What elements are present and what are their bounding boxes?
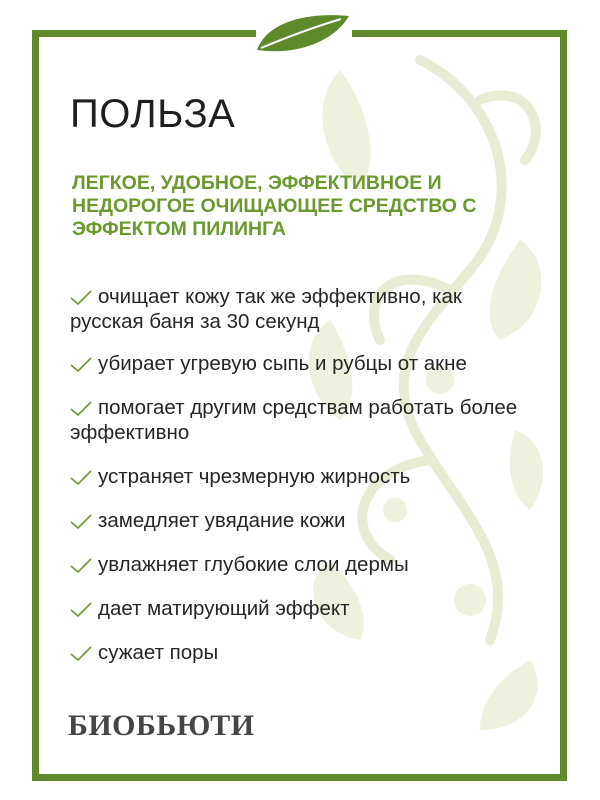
check-icon: [70, 602, 92, 618]
check-icon: [70, 646, 92, 662]
check-icon: [70, 401, 92, 417]
benefit-text: устраняет чрезмерную жирность: [98, 465, 411, 488]
page-title: ПОЛЬЗА: [70, 92, 236, 136]
list-item: [70, 395, 540, 445]
benefit-text: очищает кожу так же эффективно, как русская баня за 30 секунд: [70, 285, 462, 333]
list-item: [70, 351, 540, 376]
benefit-text: убирает угревую сыпь и рубцы от акне: [98, 352, 467, 375]
list-item: [70, 508, 540, 533]
subtitle: ЛЕГКОЕ, УДОБНОЕ, ЭФФЕКТИВНОЕ И НЕДОРОГОЕ ОЧИЩАЮЩЕЕ СРЕДСТВО С ЭФФЕКТОМ ПИЛИНГА: [72, 172, 477, 240]
list-item: [70, 552, 540, 577]
check-icon: [70, 290, 92, 306]
benefits-list: [70, 284, 540, 665]
benefit-text: замедляет увядание кожи: [98, 509, 346, 532]
check-icon: [70, 470, 92, 486]
benefit-text: дает матирующий эффект: [98, 597, 350, 620]
check-icon: [70, 357, 92, 373]
list-item: [70, 596, 540, 621]
benefit-text: сужает поры: [98, 641, 219, 664]
benefit-text: увлажняет глубокие слои дермы: [98, 553, 409, 576]
list-item: [70, 464, 540, 489]
check-icon: [70, 558, 92, 574]
list-item: [70, 640, 540, 665]
brand-logo: БИОБЬЮТИ: [68, 709, 255, 742]
check-icon: [70, 514, 92, 530]
list-item: [70, 284, 540, 334]
benefit-text: помогает другим средствам работать более эффективно: [70, 396, 518, 444]
